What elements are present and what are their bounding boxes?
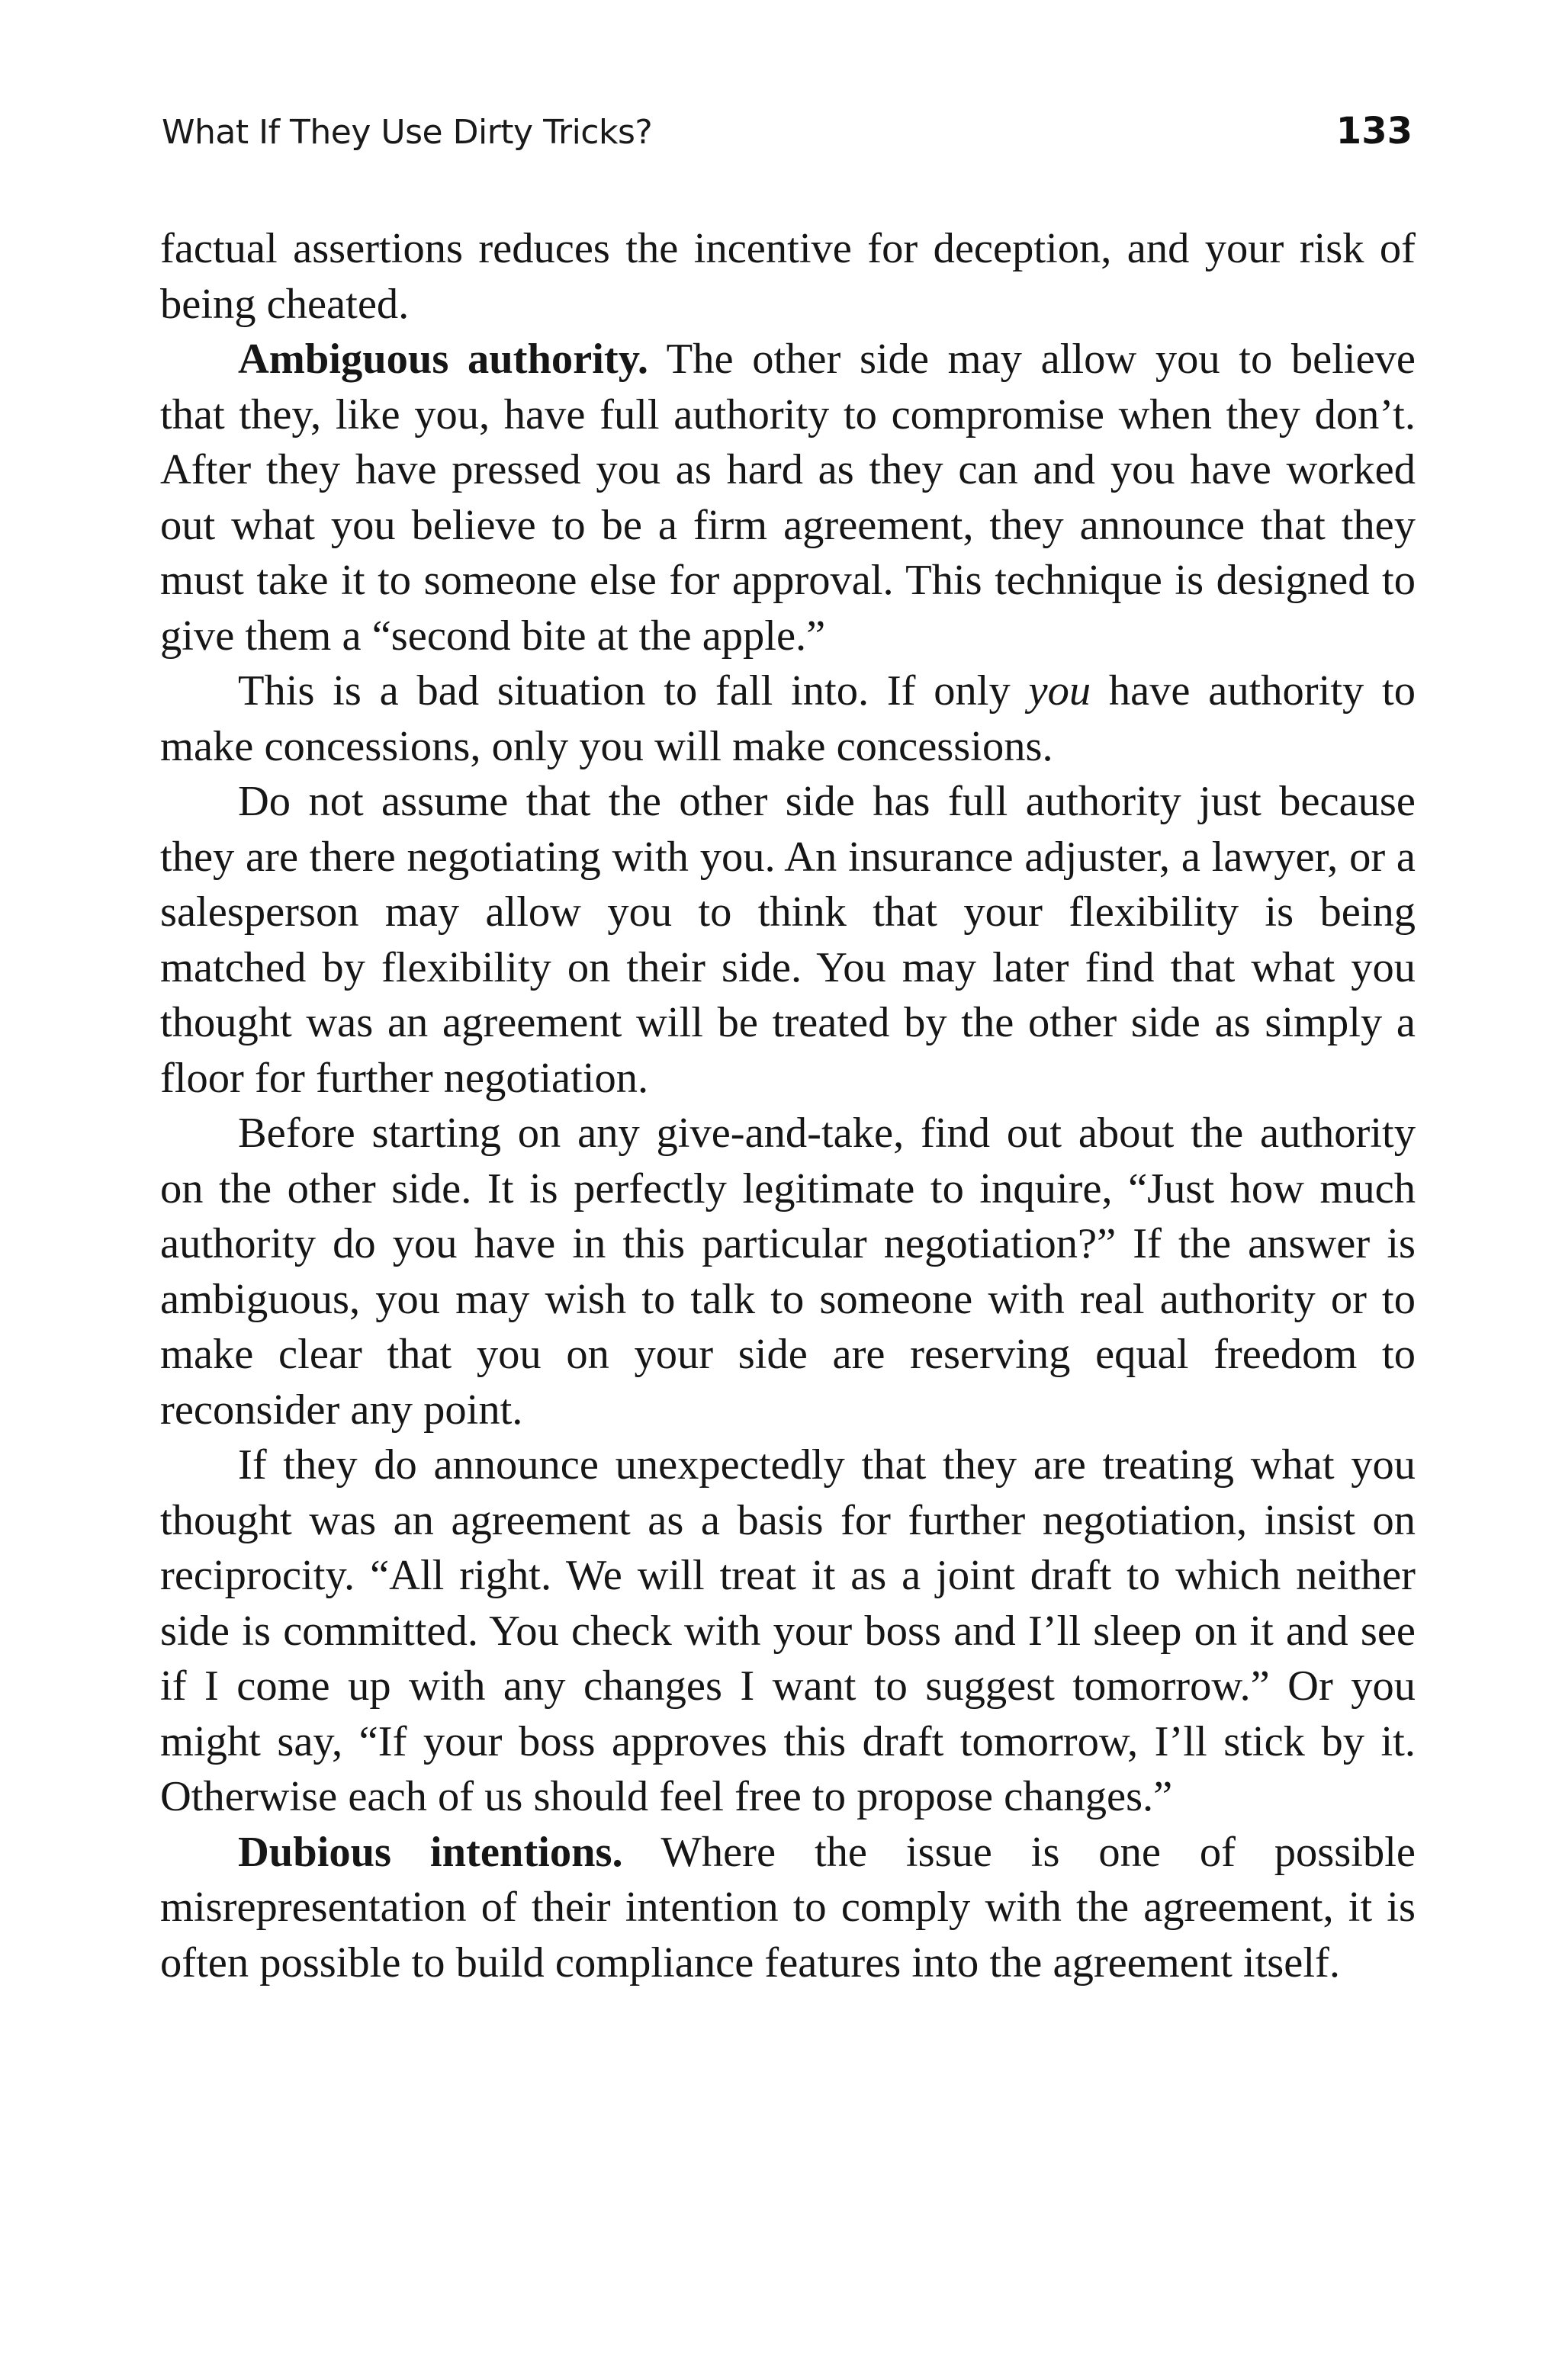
paragraph-dubious-intentions xyxy=(160,1825,1416,1991)
paragraph-text: The other side may allow you to believe that they, like you, have full authority to compromise when they don’t. After they have pressed you as hard as they can and you have worked out what you believe to be a firm agreement, they announce that they must take it to someone else for approval. This technique is designed to give them a “second bite at the apple.” xyxy=(160,336,1416,660)
paragraph-text: have authority to make concessions, only you will make concessions. xyxy=(160,667,1416,770)
paragraph-before-starting xyxy=(160,1106,1416,1437)
run-in-heading: Ambiguous authority. xyxy=(238,336,649,383)
paragraph-text: Where the issue is one of possible misrepresentation of their intention to comply with the agreement, it is often possible to build compliance features into the agreement itself. xyxy=(160,1828,1416,1987)
paragraph-reciprocity xyxy=(160,1437,1416,1825)
paragraph-continued xyxy=(160,221,1416,332)
running-title: What If They Use Dirty Tricks? xyxy=(162,113,653,152)
paragraph-text: If they do announce unexpectedly that they are treating what you thought was an agreement as a basis for further negotiation, insist on reciprocity. “All right. We will treat it as a joint draft to which neither side is committed. You check with your boss and I’ll sleep on it and see if I come up with any changes I want to suggest tomorrow.” Or you might say, “If your boss approves this draft tomorrow, I’ll stick by it. Otherwise each of us should feel free to propose changes.” xyxy=(160,1441,1416,1820)
paragraph-text: Before starting on any give-and-take, find out about the authority on the other side. It is perfectly legitimate to inquire, “Just how much authority do you have in this particular negotiation?” If the answer is ambiguous, you may wish to talk to someone with real authority or to make clear that you on your side are reserving equal freedom to reconsider any point. xyxy=(160,1110,1416,1434)
run-in-heading: Dubious intentions. xyxy=(238,1828,623,1876)
paragraph-ambiguous-authority xyxy=(160,332,1416,663)
page-number: 133 xyxy=(1335,110,1413,153)
paragraph-do-not-assume xyxy=(160,774,1416,1106)
running-head xyxy=(162,110,1413,159)
paragraph-text: factual assertions reduces the incentive for deception, and your risk of being cheated. xyxy=(160,225,1416,328)
paragraph-bad-situation xyxy=(160,663,1416,774)
paragraph-text: This is a bad situation to fall into. If only xyxy=(238,667,1029,715)
paragraph-text: Do not assume that the other side has full authority just because they are there negotiating with you. An insurance adjuster, a lawyer, or a salesperson may allow you to think that your flexibility is being matched by flexibility on their side. You may later find that what you thought was an agreement will be treated by the other side as simply a floor for further negotiation. xyxy=(160,778,1416,1102)
body-text xyxy=(160,221,1416,1990)
emphasis-text: you xyxy=(1028,667,1091,715)
